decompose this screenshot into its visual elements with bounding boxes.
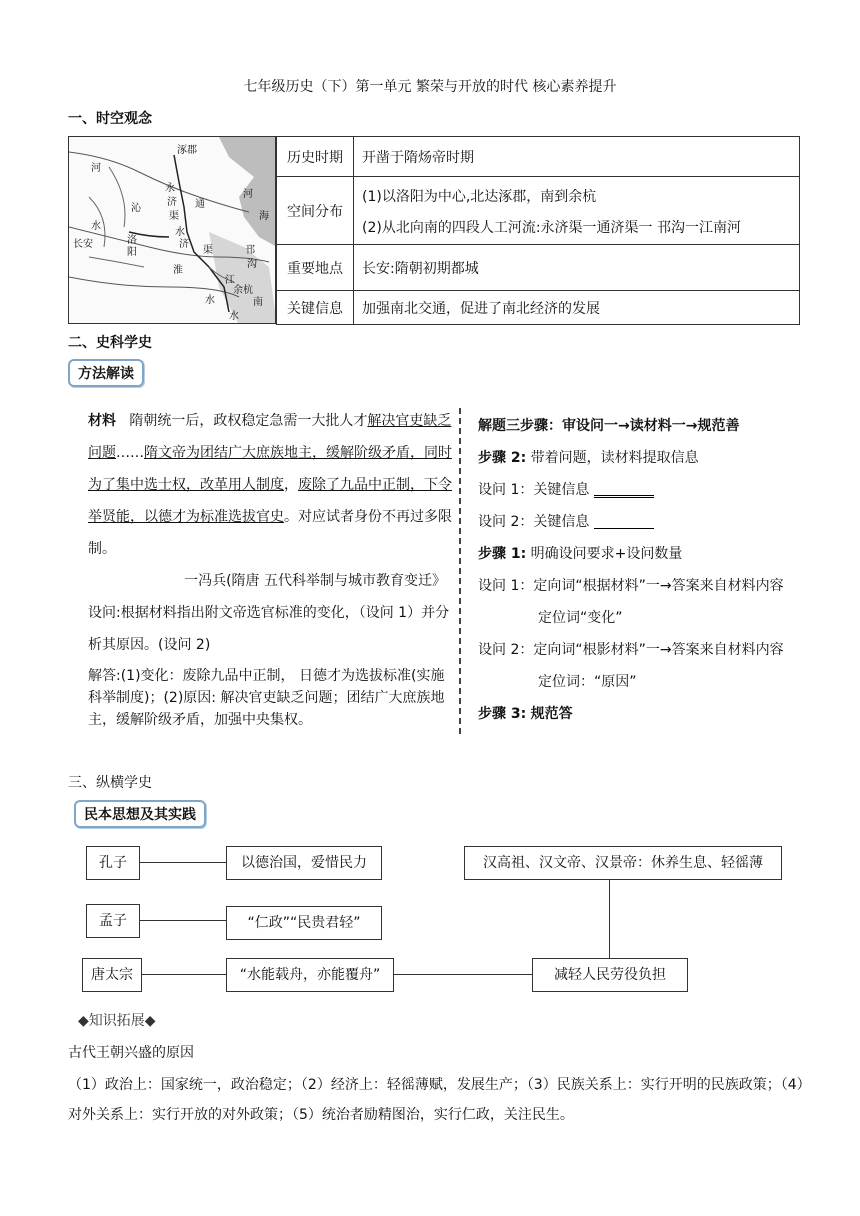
- material-label: 材料: [88, 413, 116, 429]
- connector: [140, 862, 226, 863]
- map-label-qin: 沁: [131, 203, 141, 214]
- q2-blank: [594, 516, 654, 529]
- map-label-shui3: 水: [205, 295, 215, 306]
- box-kongzi-idea: 以德治国，爱惜民力: [226, 846, 382, 880]
- table-row: [277, 291, 800, 325]
- map-label-he2: 河: [243, 189, 253, 200]
- q2-info-line: [478, 506, 838, 538]
- q1-info-text: 设问 1：关键信息: [478, 482, 590, 498]
- connector: [394, 974, 532, 975]
- step1-text: 明确设问要求+设问数量: [530, 546, 683, 562]
- q2-info-text: 设问 2：关键信息: [478, 514, 590, 530]
- step3-text: 规范答: [530, 706, 573, 722]
- material-underline3: 废除了九品中正制，下令举贤能，以德才为标准选拔官史: [88, 477, 452, 525]
- box-relief: 减轻人民劳役负担: [532, 958, 688, 992]
- q1-blank: [594, 483, 654, 498]
- method-badge: 方法解读: [68, 359, 144, 387]
- box-kongzi: 孔子: [86, 846, 140, 880]
- material-text: [88, 405, 456, 565]
- material-underline1: 解决官吏缺乏问题: [88, 413, 452, 461]
- material-part1: 隋朝统一后，政权稳定急需一大批人才: [129, 413, 368, 429]
- row-key: 关键信息: [277, 291, 354, 325]
- map-label-qu2: 渠: [203, 245, 213, 256]
- material-block: [88, 405, 456, 731]
- page-title: 七年级历史（下）第一单元 繁荣与开放的时代 核心素养提升: [243, 79, 617, 95]
- map-label-he: 河: [91, 163, 101, 174]
- map-label-shui2: 水: [91, 221, 101, 232]
- connector-vertical: [609, 880, 610, 958]
- row-value: (2)从北向南的四段人工河流:永济渠一通济渠一 邗沟一江南河: [362, 219, 741, 236]
- table-row: [277, 245, 800, 291]
- map-label-luo: 洛: [127, 235, 137, 246]
- row-value: (1)以洛阳为中心,北达涿郡，南到余杭: [362, 188, 597, 205]
- dashed-divider: [459, 408, 461, 734]
- step2-label: 步骤 2:: [478, 450, 527, 466]
- map-label-shui4: 水: [229, 311, 239, 322]
- connector: [140, 920, 226, 921]
- minben-badge: 民本思想及其实践: [74, 800, 206, 828]
- material-part4: 。对应试者身份不再过多限制。: [88, 509, 452, 557]
- material-source: 一冯兵(隋唐 五代科举制与城市教育变迁》: [184, 573, 446, 589]
- row-key: 历史时期: [277, 137, 354, 177]
- section3-heading: 三、纵横学史: [68, 775, 152, 791]
- step1-label: 步骤 1:: [478, 546, 527, 562]
- map-label-zhuojun: 涿郡: [177, 145, 197, 156]
- map-label-changan: 长安: [73, 239, 93, 250]
- map-label-han: 邗: [245, 245, 255, 256]
- material-part3: ，: [284, 477, 298, 493]
- step2-line: [478, 442, 838, 474]
- step3-label: 步骤 3:: [478, 706, 527, 722]
- box-han-emperors: 汉高祖、汉文帝、汉景帝：休养生息、轻徭薄: [464, 846, 782, 880]
- map-label-jiang: 江: [225, 275, 235, 286]
- question-text: 设问:根据材料指出附文帝选官标准的变化，（设问 1）并分析其原因。(设问 2): [88, 605, 450, 653]
- map-label-yong: 永: [165, 183, 175, 194]
- steps-title: 解题三步骤：审设问一→读材料一→规范善: [478, 418, 740, 434]
- step3-line: [478, 698, 838, 730]
- box-mengzi: 孟子: [86, 904, 140, 938]
- box-taizong-idea: “水能载舟，亦能覆舟”: [226, 958, 394, 992]
- section2-heading: 二、史科学史: [68, 335, 152, 351]
- row-key: 空间分布: [277, 177, 354, 245]
- map-label-ji: 济: [167, 197, 177, 208]
- material-part2: ……: [116, 445, 144, 461]
- extension-heading: 古代王朝兴盛的原因: [68, 1045, 194, 1061]
- canal-info-table: [276, 136, 800, 325]
- map-label-gou: 沟: [247, 259, 257, 270]
- extension-body: （1）政治上：国家统一，政治稳定；（2）经济上：轻徭薄赋，发展生产；（3）民族关系上：实行开明的民族政策；（4）对外关系上：实行开放的对外政策；（5）统治者励精图治，实行仁政，关注民生。: [68, 1077, 804, 1123]
- map-label-tong: 通: [195, 199, 205, 210]
- row-key: 重要地点: [277, 245, 354, 291]
- extension-title: ◆知识拓展◆: [78, 1013, 156, 1029]
- table-row: [277, 177, 800, 245]
- q2-locator: 定位词：“原因”: [538, 674, 637, 690]
- map-label-ji2: 济: [179, 239, 189, 250]
- map-label-shui: 水: [175, 227, 185, 238]
- q1-locator: 定位词“变化”: [538, 610, 623, 626]
- map-label-qu: 渠: [169, 211, 179, 222]
- row-value: 长安:隋朝初期都城: [354, 245, 800, 291]
- steps-block: [478, 410, 838, 730]
- map-label-huai: 淮: [173, 265, 183, 276]
- q1-direction: 设问 1：定向词“根据材料”一→答案来自材料内容: [478, 578, 784, 594]
- step1-line: [478, 538, 838, 570]
- step2-text: 带着问题，读材料提取信息: [530, 450, 699, 466]
- q1-info-line: [478, 474, 838, 506]
- row-value: 加强南北交通，促进了南北经济的发展: [354, 291, 800, 325]
- box-mengzi-idea: “仁政”“民贵君轻”: [226, 906, 382, 940]
- q2-direction: 设问 2：定向词“根影材料”一→答案来自材料内容: [478, 642, 784, 658]
- row-value-group: [354, 177, 800, 245]
- map-label-yang: 阳: [127, 247, 137, 258]
- material-underline2: 隋文帝为团结广大庶族地主，缓解阶级矛盾，同时为了集中选士权，改革用人制度: [88, 445, 452, 493]
- map-label-yuhang: 余杭: [233, 285, 253, 296]
- section1-heading: 一、时空观念: [68, 111, 152, 127]
- row-value: 开凿于隋炀帝时期: [354, 137, 800, 177]
- table-row: [277, 137, 800, 177]
- answer-text: 解答:(1)变化：废除九品中正制， 日德才为选拔标准(实施科举制度)；(2)原因: 解决官吏缺乏问题；团结广大庶族地主，缓解阶级矛盾，加强中央集权。: [88, 668, 445, 728]
- map-label-hai: 海: [259, 211, 269, 222]
- connector: [142, 974, 226, 975]
- box-taizong: 唐太宗: [82, 958, 142, 992]
- grand-canal-map: [68, 136, 276, 324]
- map-label-nan: 南: [253, 297, 263, 308]
